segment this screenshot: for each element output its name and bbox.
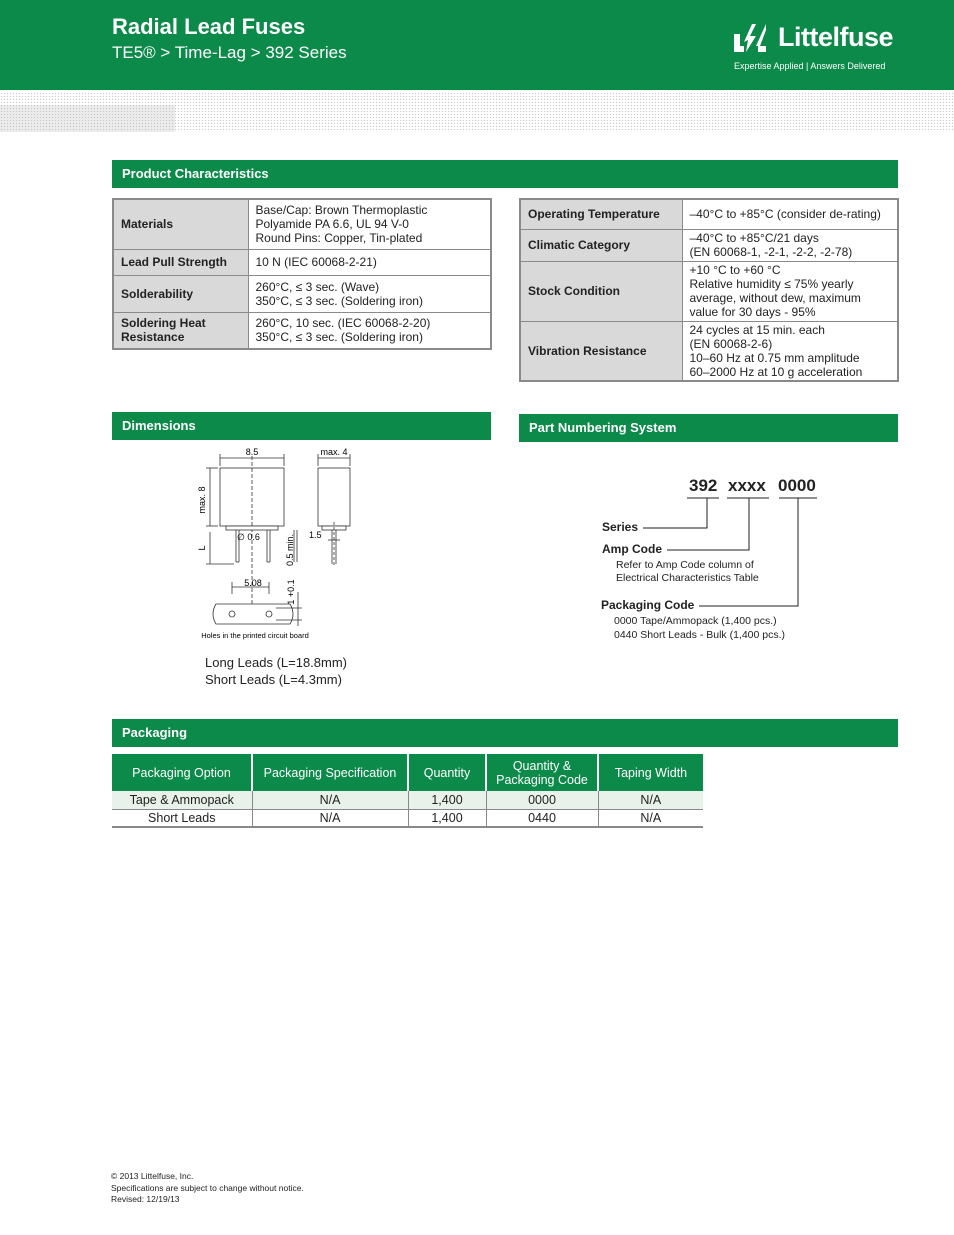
spec-label: Climatic Category: [520, 229, 682, 261]
dim-depth-label: max. 4: [320, 447, 348, 457]
spec-row: [520, 199, 898, 229]
pn-amp-desc: [616, 559, 759, 585]
table-row: [112, 809, 703, 827]
pn-pkg-label: Packaging Code: [601, 598, 695, 612]
table-cell: 0440: [486, 809, 598, 827]
page-subtitle: TE5® > Time-Lag > 392 Series: [112, 43, 347, 62]
col-packaging-option: Packaging Option: [112, 754, 252, 791]
dim-width-label: 8.5: [245, 447, 259, 457]
spec-value-line: (EN 60068-2-6): [689, 336, 773, 351]
col-taping-width: Taping Width: [598, 754, 703, 791]
col-packaging-spec: Packaging Specification: [252, 754, 408, 791]
spec-value-line: 60–2000 Hz at 10 g acceleration: [689, 364, 863, 379]
spec-row: [520, 261, 898, 321]
table-cell: Tape & Ammopack: [112, 791, 252, 809]
spec-value: [248, 312, 491, 349]
spec-value-line: (EN 60068-1, -2-1, -2-2, -2-78): [689, 245, 853, 259]
decorative-dot-strip: [0, 105, 175, 132]
table-cell: N/A: [252, 809, 408, 827]
lead-note-short: Short Leads (L=4.3mm): [205, 672, 342, 687]
spec-value-line: 10–60 Hz at 0.75 mm amplitude: [689, 350, 860, 365]
spec-label: Stock Condition: [520, 261, 682, 321]
littelfuse-logo-icon: [732, 20, 768, 54]
spec-value-line: 260°C, 10 sec. (IEC 60068-2-20): [255, 316, 431, 331]
pn-packaging-code: 0000: [778, 476, 816, 495]
pn-amp-code: xxxx: [728, 476, 766, 495]
spec-value-line: Base/Cap: Brown Thermoplastic: [255, 203, 428, 218]
pn-amp-desc-line: Refer to Amp Code column of: [616, 559, 754, 571]
spec-label: Solderability: [113, 275, 248, 312]
spec-value-line: average, without dew, maximum: [689, 291, 861, 305]
spec-value-line: Relative humidity ≤ 75% yearly: [689, 277, 854, 291]
dim-height-label: max. 8: [197, 486, 207, 514]
spec-value: [682, 321, 898, 381]
spec-label: Soldering Heat Resistance: [113, 312, 248, 349]
spec-label: Vibration Resistance: [520, 321, 682, 381]
table-cell: 1,400: [408, 791, 486, 809]
spec-value-line: –40°C to +85°C/21 days: [689, 231, 819, 245]
lead-notes: [205, 654, 347, 688]
col-quantity: Quantity: [408, 754, 486, 791]
spec-row: [113, 199, 491, 249]
dim-hole-label: 1 +0.1: [286, 579, 296, 605]
dimensions-heading: Dimensions: [112, 412, 491, 440]
part-numbering-heading: Part Numbering System: [519, 414, 898, 442]
spec-value: [248, 249, 491, 275]
pn-pkg-desc: [614, 614, 785, 642]
spec-value: [682, 199, 898, 229]
footer-revised: Revised: 12/19/13: [111, 1194, 180, 1204]
logo-wordmark: Littelfuse: [778, 22, 894, 52]
dimensions-drawing: [190, 442, 370, 647]
littelfuse-logo: [732, 18, 902, 78]
table-row: [112, 791, 703, 809]
product-characteristics-heading: Product Characteristics: [112, 160, 898, 188]
spec-value-line: value for 30 days - 95%: [689, 305, 816, 319]
page-title: Radial Lead Fuses: [112, 14, 306, 39]
spec-value: [682, 261, 898, 321]
spec-value-line: –40°C to +85°C (consider de-rating): [689, 207, 881, 222]
spec-value-line: 260°C, ≤ 3 sec. (Wave): [255, 279, 380, 294]
board-caption: Holes in the printed circuit board: [201, 631, 309, 640]
spec-value-line: Polyamide PA 6.6, UL 94 V-0: [255, 217, 409, 232]
pn-series-label: Series: [602, 520, 639, 534]
spec-label: Materials: [113, 199, 248, 249]
table-cell: N/A: [598, 791, 703, 809]
spec-value-line: 10 N (IEC 60068-2-21): [255, 255, 377, 269]
dim-side-label: 1.5: [309, 530, 322, 540]
spec-label: Operating Temperature: [520, 199, 682, 229]
footer-copyright: © 2013 Littelfuse, Inc.: [111, 1171, 194, 1181]
spec-value: [248, 199, 491, 249]
part-number-diagram: [595, 472, 855, 647]
table-cell: N/A: [252, 791, 408, 809]
table-cell: 0000: [486, 791, 598, 809]
dim-pin-len-label: 0.5 min.: [285, 533, 295, 567]
spec-row: [113, 312, 491, 349]
pn-series-code: 392: [689, 476, 718, 495]
spec-label: Lead Pull Strength: [113, 249, 248, 275]
page-header: [0, 0, 954, 90]
lead-note-long: Long Leads (L=18.8mm): [205, 655, 348, 670]
table-cell: Short Leads: [112, 809, 252, 827]
packaging-header-row: [112, 754, 703, 791]
logo-tagline: Expertise Applied | Answers Delivered: [734, 61, 886, 71]
dim-pin-dia-label: ∅ 0.6: [237, 532, 260, 542]
spec-row: [520, 229, 898, 261]
spec-value: [682, 229, 898, 261]
spec-value-line: +10 °C to +60 °C: [689, 263, 781, 277]
spec-row: [520, 321, 898, 381]
spec-row: [113, 275, 491, 312]
spec-value-line: 24 cycles at 15 min. each: [689, 322, 825, 337]
characteristics-table-left: [112, 198, 492, 350]
dim-lead-label: L: [197, 545, 207, 551]
pn-amp-label: Amp Code: [602, 542, 662, 556]
spec-value-line: Round Pins: Copper, Tin-plated: [255, 231, 423, 246]
pn-amp-desc-line: Electrical Characteristics Table: [616, 572, 759, 584]
packaging-heading: Packaging: [112, 719, 898, 747]
dim-pitch-label: 5.08: [244, 578, 262, 588]
spec-value-line: 350°C, ≤ 3 sec. (Soldering iron): [255, 293, 423, 308]
spec-row: [113, 249, 491, 275]
packaging-table: [112, 754, 703, 828]
page-footer: [111, 1171, 304, 1206]
col-qty-pkg-code: Quantity & Packaging Code: [486, 754, 598, 791]
characteristics-table-right: [519, 198, 899, 382]
table-cell: 1,400: [408, 809, 486, 827]
spec-value: [248, 275, 491, 312]
pn-pkg-desc-line: 0440 Short Leads - Bulk (1,400 pcs.): [614, 629, 786, 641]
table-cell: N/A: [598, 809, 703, 827]
pn-pkg-desc-line: 0000 Tape/Ammopack (1,400 pcs.): [614, 615, 777, 627]
spec-value-line: 350°C, ≤ 3 sec. (Soldering iron): [255, 330, 423, 345]
footer-notice: Specifications are subject to change without notice.: [111, 1182, 304, 1193]
